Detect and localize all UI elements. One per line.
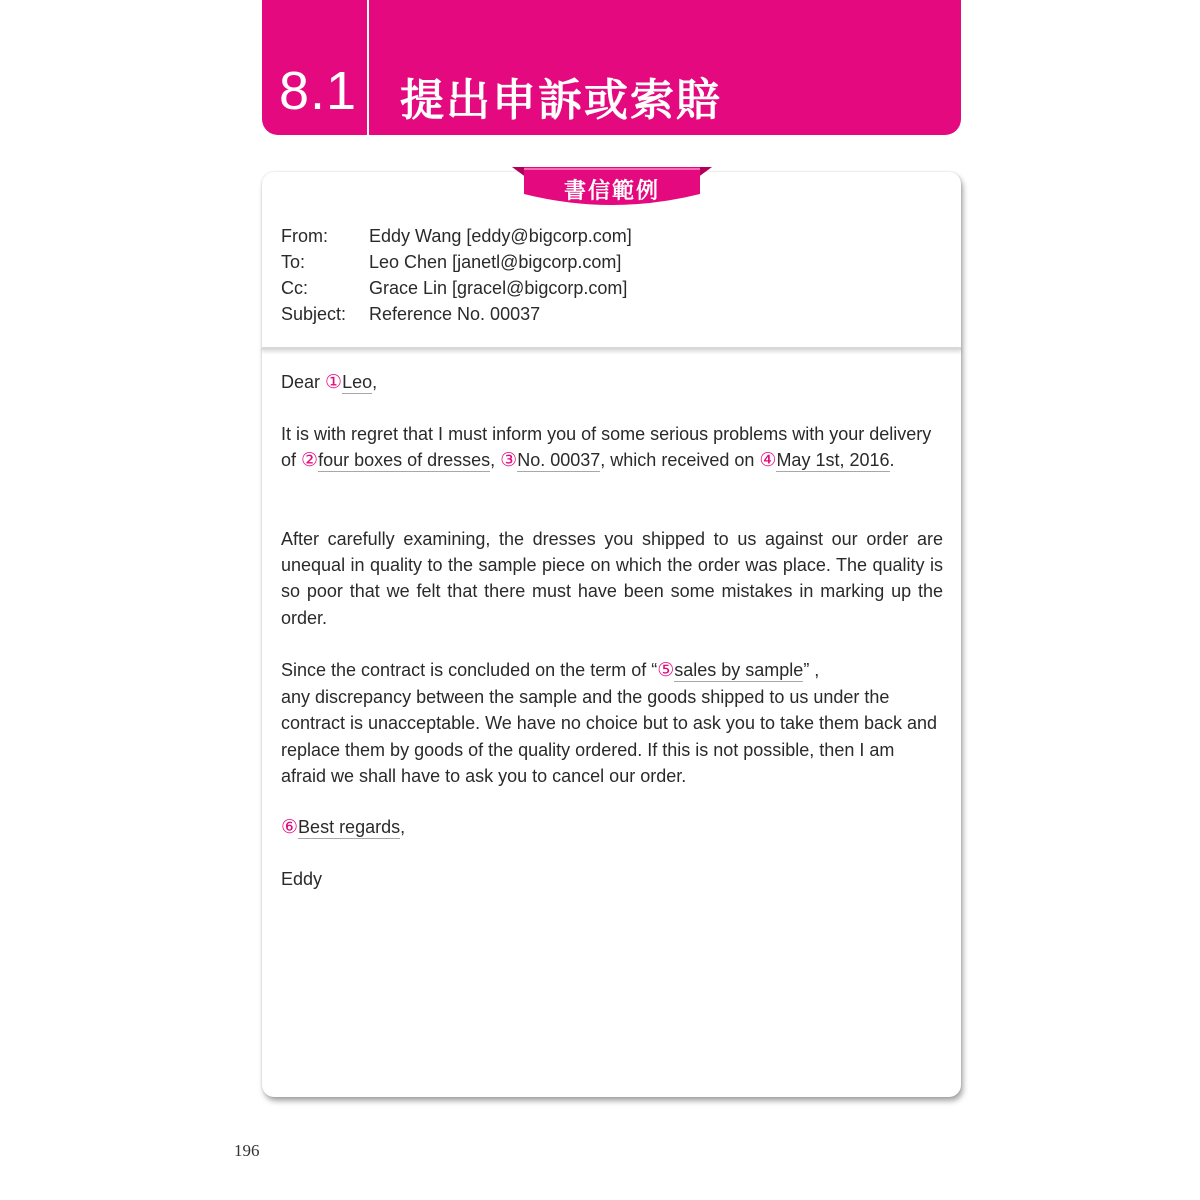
recipient-name: Leo: [342, 372, 373, 392]
marker-1: ①: [325, 372, 343, 393]
paragraph-1: [281, 421, 943, 474]
marker-4: ④: [759, 450, 777, 472]
para3-text-1: Since the contract is concluded on the term of “: [281, 660, 658, 680]
para1-end: .: [889, 450, 895, 471]
marker-2: ②: [301, 450, 319, 472]
section-number: 8.1: [279, 61, 358, 121]
marker-3: ③: [500, 450, 518, 472]
from-value: Eddy Wang [eddy@bigcorp.com]: [369, 226, 632, 246]
email-cc-row: [281, 278, 627, 299]
from-label: From:: [281, 226, 328, 246]
section-header-band: [262, 0, 961, 135]
paragraph-2: After carefully examining, the dresses you shipped to us against our order are unequal in quality to the sample piece on which the order was place. The quality is so poor that we felt that there must have been some mistakes in marking up the order.: [281, 529, 943, 628]
reference-number: No. 00037: [517, 450, 601, 471]
cc-label: Cc:: [281, 278, 308, 298]
email-to-row: [281, 252, 621, 273]
salutation-suffix: ,: [372, 372, 378, 392]
closing-text: Best regards: [298, 817, 401, 837]
para1-text-2: , which received on: [600, 450, 760, 471]
contract-term: sales by sample: [674, 660, 804, 680]
subject-label: Subject:: [281, 304, 347, 324]
to-label: To:: [281, 252, 306, 272]
subject-value: Reference No. 00037: [369, 304, 541, 324]
para1-sep: ,: [490, 450, 501, 471]
cc-value: Grace Lin [gracel@bigcorp.com]: [369, 278, 628, 298]
delivery-date: May 1st, 2016: [776, 450, 890, 471]
marker-5: ⑤: [657, 660, 675, 681]
para3-text-2: ” ,: [803, 660, 820, 680]
salutation: [281, 369, 943, 396]
delivery-item: four boxes of dresses: [318, 450, 491, 471]
paragraph-3: [281, 657, 943, 789]
to-value: Leo Chen [janetl@bigcorp.com]: [369, 252, 622, 272]
signature: Eddy: [281, 869, 323, 889]
header-divider: [367, 0, 369, 135]
page-number: 196: [234, 1141, 260, 1160]
marker-6: ⑥: [281, 817, 299, 838]
header-separator: [262, 347, 961, 350]
email-from-row: [281, 226, 632, 247]
email-subject-row: [281, 304, 540, 325]
para3-text-3: any discrepancy between the sample and the goods shipped to us under the contract is unacceptable. We have no choice but to ask you to take them back and replace them by goods of the quality ordered. If this is not possible, then I am afraid we shall have to ask you to cancel our order.: [281, 687, 938, 786]
ribbon-label: 書信範例: [563, 178, 660, 204]
closing-suffix: ,: [400, 817, 406, 837]
letter-card: [262, 172, 961, 1097]
section-title: 提出申訴或索賠: [400, 75, 722, 126]
salutation-prefix: Dear: [281, 372, 326, 392]
closing: [281, 814, 943, 841]
para1-text-1: It is with regret that I must inform you of some serious problems with your delivery of: [281, 424, 932, 471]
